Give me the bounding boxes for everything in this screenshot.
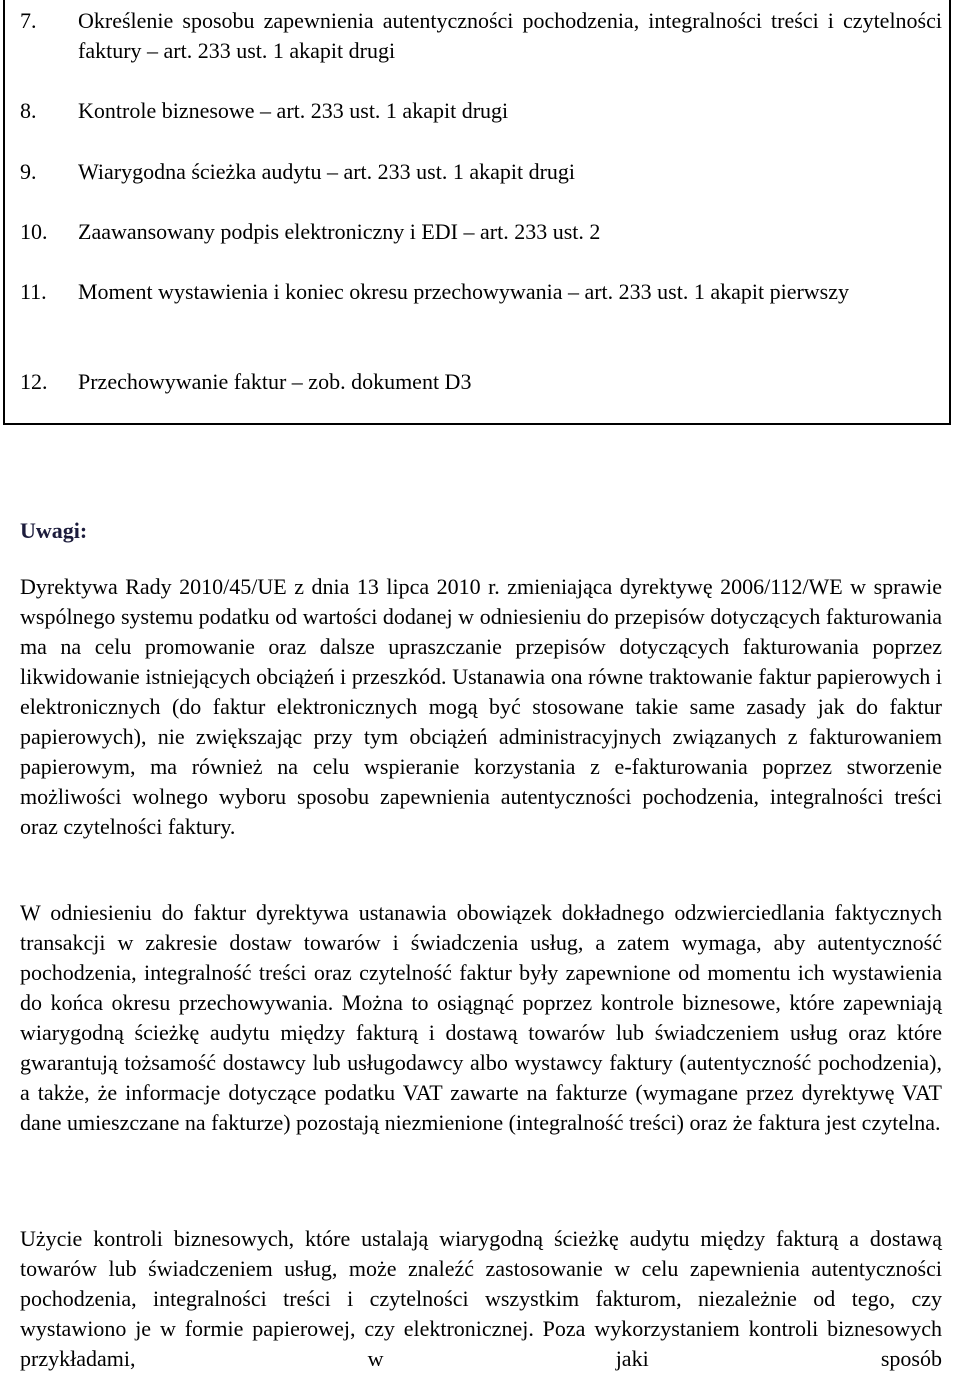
list-item-text: Przechowywanie faktur – zob. dokument D3: [78, 369, 472, 394]
list-item: [20, 96, 942, 126]
list-item-text: Określenie sposobu zapewnienia autentyczności pochodzenia, integralności treści i czytelności faktury – art. 233 ust. 1 akapit drugi: [78, 8, 942, 63]
list-item: [20, 367, 942, 397]
list-item-text: Kontrole biznesowe – art. 233 ust. 1 akapit drugi: [78, 98, 509, 123]
list-item-number: 9.: [20, 159, 37, 184]
list-item: [20, 157, 942, 187]
list-item-text: Moment wystawienia i koniec okresu przechowywania – art. 233 ust. 1 akapit pierwszy: [78, 279, 850, 304]
list-item-number: 11.: [20, 279, 47, 304]
list-item: [20, 217, 942, 247]
list-item-text: Zaawansowany podpis elektroniczny i EDI – art. 233 ust. 2: [78, 219, 601, 244]
list-item: [20, 277, 942, 307]
list-item-text: Wiarygodna ścieżka audytu – art. 233 ust. 1 akapit drugi: [78, 159, 576, 184]
list-item-number: 12.: [20, 369, 48, 394]
list-item-number: 7.: [20, 8, 37, 33]
paragraph: Użycie kontroli biznesowych, które ustalają wiarygodną ścieżkę audytu między fakturą a dostawą towarów lub świadczeniem usług, może znaleźć zastosowanie w celu zapewnienia autentyczności pochodzenia, integralności treści i czytelności wszystkim fakturom, niezależnie od tego, czy wystawiono je w formie papierowej, czy elektronicznej. Poza wykorzystaniem kontroli biznesowych przykładami, w jaki sposób: [20, 1226, 942, 1371]
list-item-number: 10.: [20, 219, 48, 244]
paragraph: W odniesieniu do faktur dyrektywa ustanawia obowiązek dokładnego odzwierciedlania faktycznych transakcji w zakresie dostaw towarów i świadczenia usług, a zatem wymaga, aby autentyczność pochodzenia, integralność treści oraz czytelność faktur były zapewnione od momentu ich wystawienia do końca okresu przechowywania. Można to osiągnąć poprzez kontrole biznesowe, które zapewniają wiarygodną ścieżkę audytu między fakturą i dostawą towarów lub świadczeniem usług oraz które gwarantują tożsamość dostawcy lub usługodawcy albo wystawcy faktury (autentyczność pochodzenia), a także, że informacje dotyczące podatku VAT zawarte na fakturze (wymagane przez dyrektywę VAT dane umieszczane na fakturze) pozostają niezmienione (integralność treści) oraz że faktura jest czytelna.: [20, 900, 942, 1135]
list-item-number: 8.: [20, 98, 37, 123]
paragraph: Dyrektywa Rady 2010/45/UE z dnia 13 lipca 2010 r. zmieniająca dyrektywę 2006/112/WE w sprawie wspólnego systemu podatku od wartości dodanej w odniesieniu do przepisów dotyczących fakturowania ma na celu promowanie oraz dalsze upraszczanie przepisów dotyczących fakturowania poprzez likwidowanie istniejących obciążeń i przeszkód. Ustanawia ona równe traktowanie faktur papierowych i elektronicznych (do faktur elektronicznych mogą być stosowane takie same zasady jak do faktur papierowych), nie zwiększając przy tym obciążeń administracyjnych związanych z fakturowaniem papierowym, ma również na celu wspieranie korzystania z e-fakturowania poprzez stworzenie możliwości wolnego wyboru sposobu zapewnienia autentyczności pochodzenia, integralności treści oraz czytelności faktury.: [20, 574, 942, 839]
list-item: [20, 6, 942, 66]
notes-heading: Uwagi:: [20, 518, 88, 543]
